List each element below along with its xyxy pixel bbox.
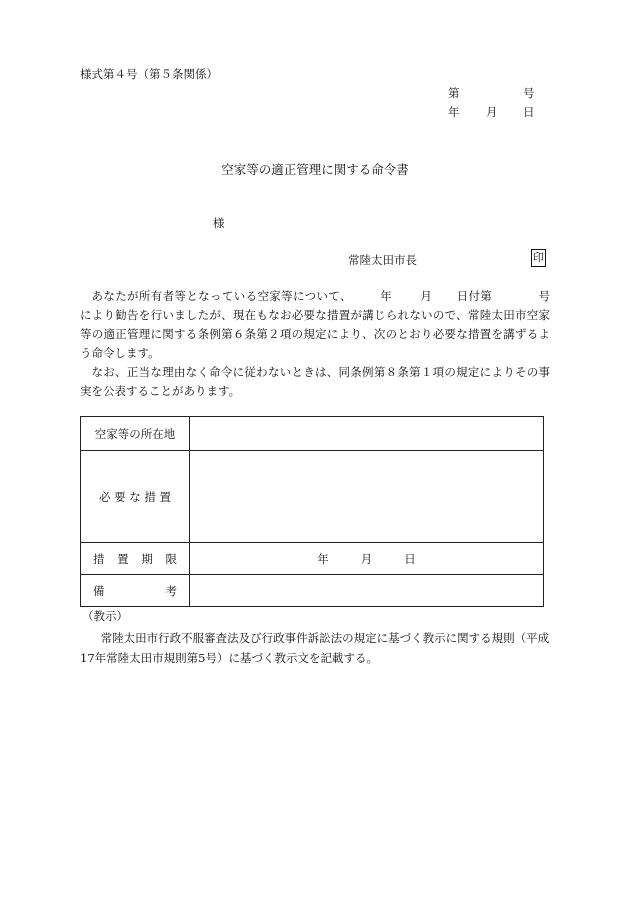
addressee-suffix: 様 xyxy=(213,216,225,230)
date-day: 日 xyxy=(523,105,535,119)
deadline-value xyxy=(190,543,544,575)
deadline-label-char: 限 xyxy=(165,551,177,566)
seal-box: 印 xyxy=(531,249,546,267)
body-paragraph-2: なお、正当な理由なく命令に従わないときは、同条例第８条第１項の規定によりその事実を公表することがあります。 xyxy=(80,365,550,398)
form-number: 様式第４号（第５条関係） xyxy=(80,67,218,81)
number-prefix: 第 xyxy=(448,86,460,100)
deadline-year: 年 xyxy=(317,551,329,566)
location-label: 空家等の所在地 xyxy=(81,417,190,451)
deadline-label-char: 期 xyxy=(141,551,153,566)
body-text xyxy=(80,287,550,401)
instruction-paragraph: 常陸太田市行政不服審査法及び行政事件訴訟法の規定に基づく教示に関する規則（平成17年常陸太田市規則第5号）に基づく教示文を記載する。 xyxy=(80,631,550,665)
deadline-label-char: 置 xyxy=(117,551,129,566)
measures-label: 必 要 な 措 置 xyxy=(81,451,190,543)
body-p1-rest: により勧告を行いましたが、現在もなお必要な措置が講じられないので、常陸太田市空家等の適正管理に関する条例第６条第２項の規定により、次のとおり必要な措置を講ずるよう命令します。 xyxy=(80,308,550,360)
date-month: 月 xyxy=(486,105,498,119)
remarks-label-char: 備 xyxy=(93,583,105,598)
body-paragraph-1 xyxy=(80,287,550,363)
table-row-remarks xyxy=(81,575,544,607)
body-p1-year: 年 xyxy=(379,289,393,303)
table-row-location xyxy=(81,417,544,451)
remarks-label xyxy=(81,575,190,607)
date-year: 年 xyxy=(448,105,460,119)
body-p1-number: 号 xyxy=(538,289,551,303)
instruction-heading: （教示） xyxy=(82,609,128,623)
body-p1-month: 月 xyxy=(420,289,433,303)
body-p1-intro: あなたが所有者等となっている空家等について、 xyxy=(91,289,352,303)
location-value xyxy=(190,417,544,451)
deadline-day: 日 xyxy=(404,551,416,566)
instruction-text xyxy=(80,628,550,668)
document-title: 空家等の適正管理に関する命令書 xyxy=(221,162,409,177)
deadline-label-char: 措 xyxy=(93,551,105,566)
remarks-label-char: 考 xyxy=(165,583,177,598)
deadline-month: 月 xyxy=(360,551,373,566)
order-table xyxy=(80,416,544,607)
table-row-measures xyxy=(81,451,544,543)
remarks-value xyxy=(190,575,544,607)
deadline-label xyxy=(81,543,190,575)
table-row-deadline xyxy=(81,543,544,575)
measures-value xyxy=(190,451,544,543)
number-suffix: 号 xyxy=(523,86,535,100)
issuer-name: 常陸太田市長 xyxy=(348,253,417,267)
body-p1-dated: 日付第 xyxy=(456,289,493,303)
